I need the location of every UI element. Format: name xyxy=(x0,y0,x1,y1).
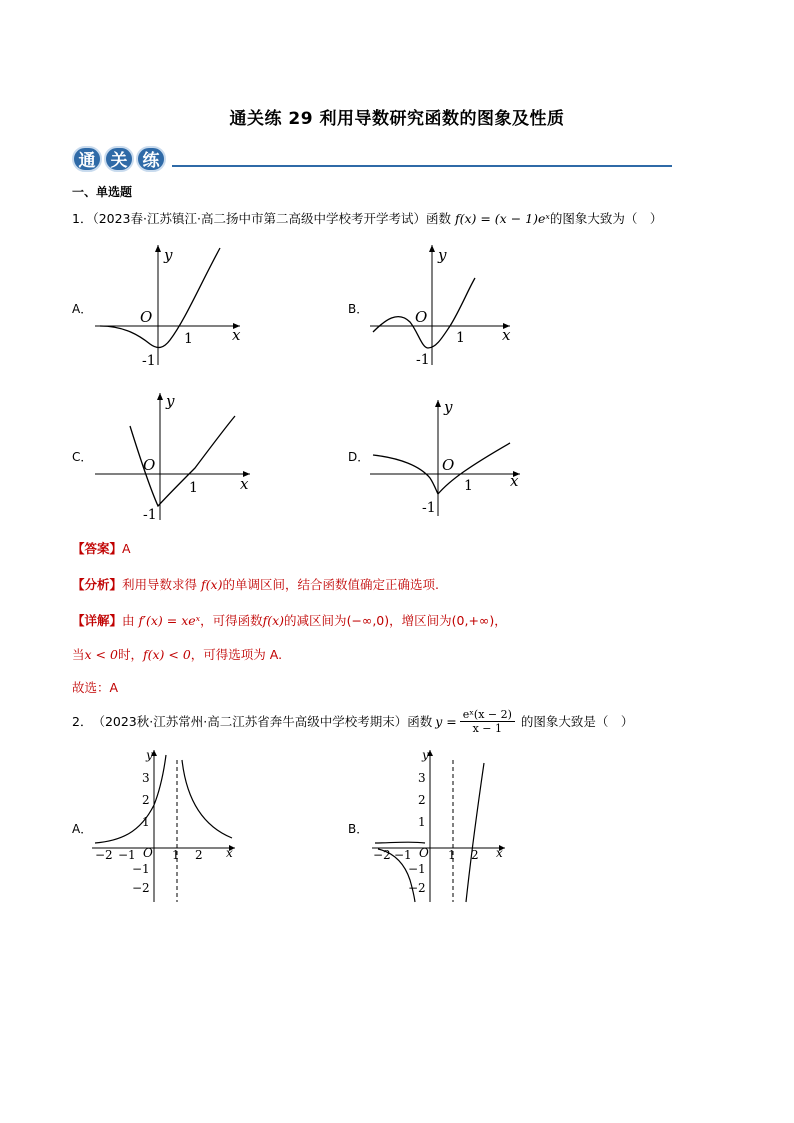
tick-label: 1 xyxy=(456,330,465,346)
badge-divider xyxy=(172,165,672,167)
tick-label: −2 xyxy=(408,881,426,895)
question-number: 1． xyxy=(72,211,93,226)
analysis-text: 的单调区间，结合函数值确定正确选项. xyxy=(222,577,439,592)
detail-text: ，可得选项为 A. xyxy=(190,647,283,662)
origin-label: O xyxy=(143,846,153,860)
analysis-line xyxy=(72,575,439,593)
tick-label: 2 xyxy=(142,793,150,807)
badge-char: 关 xyxy=(104,146,134,172)
tick-label: 1 xyxy=(189,480,198,496)
tick-label: 2 xyxy=(418,793,426,807)
tick-label: 1 xyxy=(142,815,150,829)
detail-text: 当 xyxy=(72,647,85,662)
fraction-denominator: x − 1 xyxy=(472,721,503,735)
detail-line-2 xyxy=(72,645,282,663)
option-d-label: D． xyxy=(348,450,370,464)
badge-char: 通 xyxy=(72,146,102,172)
analysis-tag: 【分析】 xyxy=(72,577,123,592)
detail-line xyxy=(72,611,507,629)
question-number: 2． xyxy=(72,714,93,729)
tick-label: -1 xyxy=(422,500,436,516)
tick-label: −1 xyxy=(408,862,426,876)
function-fraction xyxy=(460,708,515,735)
badge-char: 练 xyxy=(136,146,166,172)
graph-option-d xyxy=(370,388,540,523)
y-axis-label: y xyxy=(444,398,453,416)
option-b-label: B． xyxy=(348,822,369,836)
tick-label: −1 xyxy=(132,862,150,876)
origin-label: O xyxy=(143,456,156,474)
graph-q2-option-b xyxy=(370,745,530,905)
tick-label: 1 xyxy=(448,848,456,862)
tick-label: −2 xyxy=(132,881,150,895)
function-expression: f(x) = (x − 1)eˣ xyxy=(454,211,550,226)
option-a-label: A． xyxy=(72,302,93,316)
tick-label: -1 xyxy=(142,353,156,369)
tick-label: 1 xyxy=(184,331,193,347)
answer-tag: 【答案】 xyxy=(72,541,123,556)
detail-interval: (−∞,0) xyxy=(346,613,390,628)
x-axis-label: x xyxy=(510,472,519,490)
answer-line xyxy=(72,539,131,557)
tick-label: 3 xyxy=(142,771,150,785)
option-a-label: A． xyxy=(72,822,93,836)
tick-label: 2 xyxy=(471,848,479,862)
detail-tag: 【详解】 xyxy=(72,613,123,628)
detail-derivative: f′(x) = xeˣ xyxy=(138,613,201,628)
question-tail: 的图象大致是（ ） xyxy=(520,714,634,729)
tick-label: −2 xyxy=(95,848,113,862)
question-2 xyxy=(72,705,633,737)
y-axis-label: y xyxy=(438,246,447,264)
origin-label: O xyxy=(442,456,455,474)
detail-text: 时， xyxy=(117,647,143,662)
detail-text: ，可得函数 xyxy=(200,613,263,628)
tick-label: 3 xyxy=(418,771,426,785)
tick-label: -1 xyxy=(416,352,430,368)
graph-option-c xyxy=(90,388,260,523)
y-axis-label: y xyxy=(166,392,175,410)
graph-option-b xyxy=(370,240,540,370)
tick-label: 1 xyxy=(418,815,426,829)
question-source: （2023秋·江苏常州·高二江苏省奔牛高级中学校考期末）函数 xyxy=(92,714,433,729)
tick-label: −2 xyxy=(373,848,391,862)
detail-interval: (0,+∞) xyxy=(451,613,495,628)
detail-text: 由 xyxy=(122,613,135,628)
tick-label: −1 xyxy=(118,848,136,862)
detail-condition: x < 0 xyxy=(84,647,118,662)
question-1 xyxy=(72,209,662,227)
question-tail: 的图象大致为（ ） xyxy=(549,211,663,226)
y-axis-label: y xyxy=(164,246,173,264)
x-axis-label: x xyxy=(502,326,511,344)
section-badge xyxy=(72,146,166,174)
x-axis-label: x xyxy=(240,475,249,493)
origin-label: O xyxy=(140,308,153,326)
tick-label: −1 xyxy=(394,848,412,862)
origin-label: O xyxy=(415,308,428,326)
page-title: 通关练 29 利用导数研究函数的图象及性质 xyxy=(229,109,565,129)
tick-label: 1 xyxy=(172,848,180,862)
analysis-func: f(x) xyxy=(201,577,223,592)
detail-text: 的减区间为 xyxy=(284,613,347,628)
y-axis-label: y xyxy=(422,748,429,762)
x-axis-label: x xyxy=(226,846,233,860)
section-heading: 一、单选题 xyxy=(72,185,133,199)
option-c-label: C． xyxy=(72,450,93,464)
graph-q2-option-a xyxy=(90,745,250,905)
choice-line: 故选：A xyxy=(72,680,119,695)
y-axis-label: y xyxy=(146,748,153,762)
option-b-label: B． xyxy=(348,302,369,316)
tick-label: -1 xyxy=(143,507,157,523)
function-y: y = xyxy=(435,713,457,729)
x-axis-label: x xyxy=(232,326,241,344)
detail-text: ，增区间为 xyxy=(389,613,452,628)
question-source: （2023春·江苏镇江·高二扬中市第二高级中学校考开学考试）函数 xyxy=(92,211,451,226)
detail-func: f(x) xyxy=(262,613,285,628)
fraction-numerator: eˣ(x − 2) xyxy=(460,708,515,722)
answer-value: A xyxy=(122,541,131,556)
analysis-text: 利用导数求得 xyxy=(122,577,198,592)
detail-text: ， xyxy=(494,613,507,628)
tick-label: 2 xyxy=(195,848,203,862)
origin-label: O xyxy=(419,846,429,860)
tick-label: 1 xyxy=(464,478,473,494)
graph-option-a xyxy=(90,240,260,370)
x-axis-label: x xyxy=(496,846,503,860)
detail-func: f(x) < 0 xyxy=(142,647,191,662)
